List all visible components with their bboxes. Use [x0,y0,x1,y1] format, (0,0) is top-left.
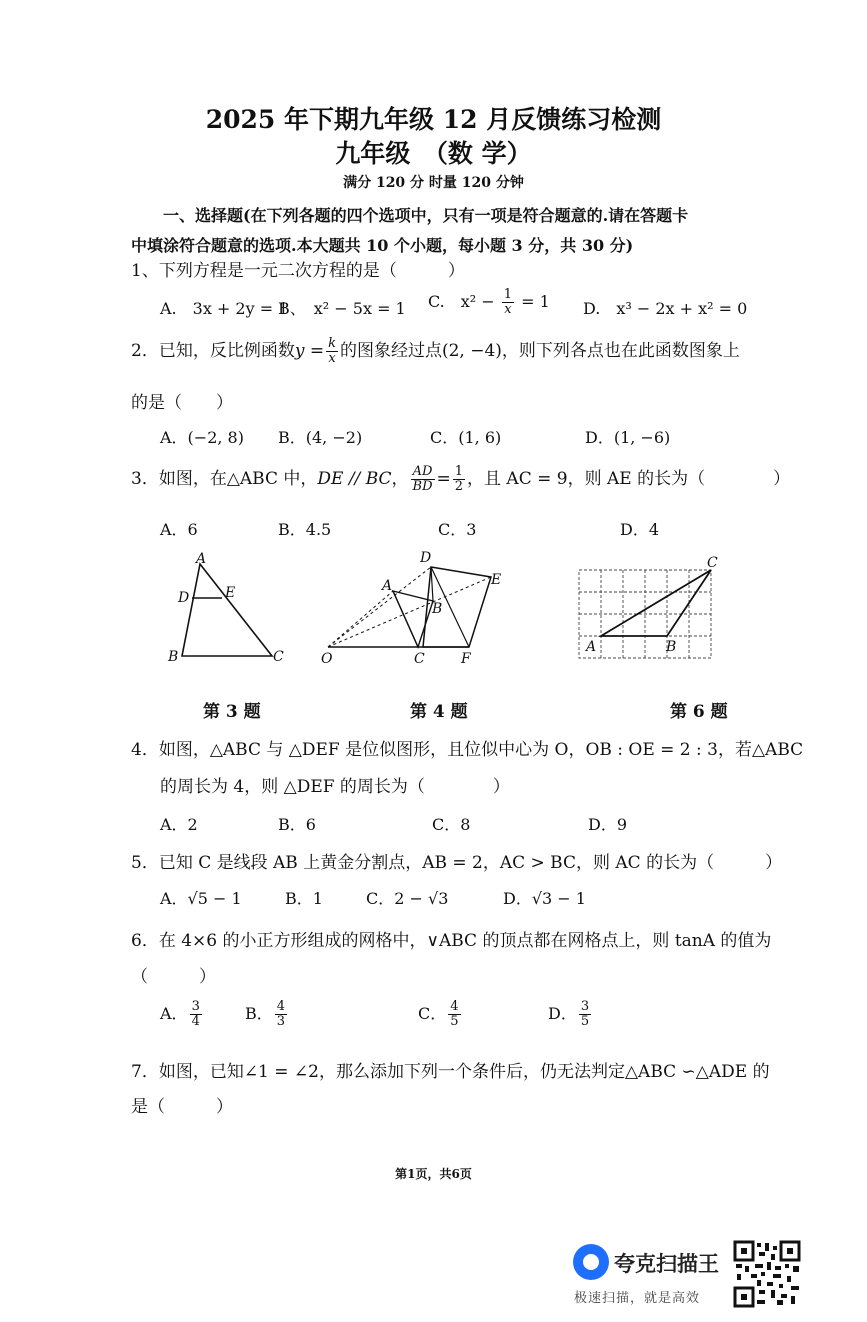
q2-func-denominator: x [328,351,336,366]
figure-6-caption: 第 6 题 [670,702,728,722]
q6-stem-line2: （ ） [131,967,216,987]
q6-option-d-fraction [579,1000,591,1029]
q2-option-d: D．(1, −6) [585,428,671,447]
q3-equals: = [436,469,451,489]
q2-stem-line2: 的是（ ） [131,393,233,413]
q4-option-c: C．8 [432,815,471,834]
q2-option-a: A．(−2, 8) [160,428,244,447]
fig4-label-c: C [414,651,425,667]
q3-half-fraction [453,465,465,494]
q1-option-c-suffix: = 1 [521,292,550,311]
fig4-ray-oa [328,591,393,647]
q3-half-numerator: 1 [454,464,464,479]
q6-option-a [160,1000,204,1029]
q4-option-b: B．6 [278,815,316,834]
fig4-segment-db [431,567,433,601]
q6-option-a-fraction [190,1000,202,1029]
q4-option-a: A．2 [160,815,198,834]
q6-stem-line1: 6．在 4×6 的小正方形组成的网格中，∨ABC 的顶点都在网格点上，则 tanA 的值为 [131,931,772,951]
q1-option-c-fraction [502,288,514,317]
fig4-triangle-abc [393,591,433,647]
q3-half-denominator: 2 [454,479,464,494]
q5-stem: 5．已知 C 是线段 AB 上黄金分割点，AB = 2，AC > BC，则 AC 的长为（ ） [131,853,783,873]
q1-c-denominator: x [504,302,512,317]
q1-c-numerator: 1 [503,287,513,302]
q6-option-c [418,1000,463,1029]
fig6-triangle-abc [601,570,711,636]
fig3-label-d: D [178,590,190,606]
q3-stem [131,464,790,494]
q1-option-c-prefix: C. x² − [428,292,495,311]
q3-option-b: B．4.5 [278,520,332,539]
q3-option-c: C．3 [438,520,477,539]
q6-a-numerator: 3 [191,999,200,1014]
fig4-label-o: O [321,651,333,667]
q1-option-c [428,288,550,317]
watermark-slogan: 极速扫描，就是高效 [574,1291,701,1306]
figure-4-homothety-diagram [318,546,508,671]
fig6-label-b: B [666,639,677,655]
q5-option-b: B．1 [285,889,323,908]
q6-option-b-fraction [275,1000,287,1029]
q3-ratio-fraction [411,465,435,494]
q2-func-fraction [326,337,338,366]
q6-b-denominator: 3 [276,1014,286,1029]
q6-b-numerator: 4 [276,999,286,1014]
q3-option-a: A．6 [160,520,198,539]
fig3-triangle-abc [182,564,272,656]
exam-title: 2025 年下期九年级 12 月反馈练习检测 [205,105,662,134]
q6-option-b-label: B． [245,1004,273,1023]
fig3-label-e: E [225,585,236,601]
q3-stem-b: ，且 AC = 9，则 AE 的长为（ ） [467,469,791,489]
q3-separator: ， [391,469,409,489]
page-footer: 第1页，共6页 [395,1167,472,1181]
exam-subtitle: 九年级 （数 学） [335,139,532,168]
fig4-label-b: B [432,601,443,617]
q5-option-d: D．√3 − 1 [503,889,586,908]
fig6-label-c: C [707,555,718,571]
q6-option-d-label: D． [548,1004,577,1023]
q2-option-b: B．(4, −2) [278,428,363,447]
figure-6-grid-diagram [570,550,730,665]
fig4-ray-oe [328,577,491,647]
figure-3-caption: 第 3 题 [203,702,261,722]
q6-c-denominator: 5 [450,1014,459,1029]
fig3-label-b: B [168,649,179,665]
q6-option-c-label: C． [418,1004,447,1023]
q6-d-denominator: 5 [580,1014,590,1029]
q4-stem-line1: 4．如图，△ABC 与 △DEF 是位似图形，且位似中心为 O，OB : OE = 2 : 3，若△ABC [131,740,804,760]
fig4-ray-od [328,567,431,647]
q2-option-c: C．(1, 6) [430,428,502,447]
q1-option-a: A. 3x + 2y = 1 [160,299,289,318]
q6-option-c-fraction [448,1000,460,1029]
q2-stem-b: 的图象经过点(2, −4)，则下列各点也在此函数图象上 [339,341,740,361]
q3-ratio-denominator: BD [412,479,433,494]
q2-func-numerator: k [328,336,336,351]
fig4-label-d: D [420,550,432,566]
q6-option-d [548,1000,593,1029]
q2-stem-a: 2．已知，反比例函数 [131,341,295,361]
q6-d-numerator: 3 [580,999,590,1014]
q6-c-numerator: 4 [450,999,459,1014]
q4-stem-line2: 的周长为 4，则 △DEF 的周长为（ ） [160,777,510,797]
fig4-label-a: A [382,578,393,594]
q7-stem-line2: 是（ ） [131,1097,233,1117]
figure-3-triangle-diagram [160,550,290,665]
q6-option-b [245,1000,289,1029]
q1-option-d: D. x³ − 2x + x² = 0 [583,299,748,318]
quark-logo-icon [573,1244,609,1280]
q2-stem-line1 [131,336,740,366]
q1-stem: 1、下列方程是一元二次方程的是（ ） [131,261,465,281]
q7-stem-line1: 7．如图，已知∠1 = ∠2，那么添加下列一个条件后，仍无法判定△ABC ∽△ADE 的 [131,1062,770,1082]
q3-ratio-numerator: AD [411,465,435,480]
fig3-label-a: A [196,551,207,567]
q3-option-d: D．4 [620,520,660,539]
fig4-label-f: F [461,651,471,667]
q5-option-c: C．2 − √3 [366,889,449,908]
qr-code-icon [733,1240,801,1308]
q6-a-denominator: 4 [191,1014,200,1029]
section-instructions-line2: 中填涂符合题意的选项.本大题共 10 个小题，每小题 3 分，共 30 分) [131,236,634,255]
q3-stem-a: 3．如图，在△ABC 中， [131,469,318,489]
fig4-label-e: E [491,572,502,588]
q4-option-d: D．9 [588,815,628,834]
q1-option-b: B、 x² − 5x = 1 [278,299,406,318]
q5-option-a: A．√5 − 1 [160,889,242,908]
exam-info: 满分 120 分 时量 120 分钟 [343,175,524,191]
fig3-label-c: C [273,649,284,665]
fig6-dashed-grid [579,570,711,658]
watermark-brand-name: 夸克扫描王 [614,1252,719,1276]
q2-func-lhs: y = [294,341,325,361]
section-instructions-line1: 一、选择题(在下列各题的四个选项中，只有一项是符合题意的.请在答题卡 [163,206,689,225]
fig4-segment-ac [393,591,418,647]
q6-option-a-label: A． [160,1004,188,1023]
q3-condition: DE // BC [317,469,392,489]
fig6-label-a: A [586,639,597,655]
figure-4-caption: 第 4 题 [410,702,468,722]
